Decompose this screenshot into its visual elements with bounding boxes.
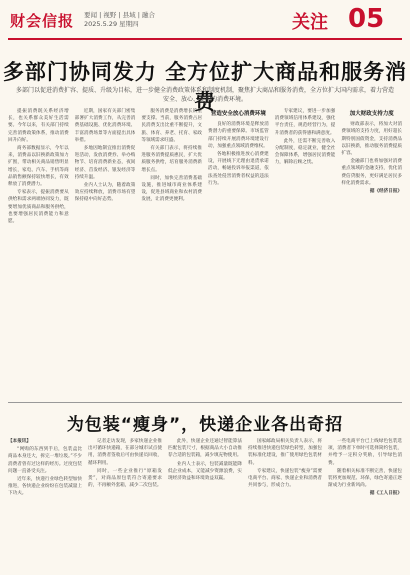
section-subhead: 营造安全放心消费环境: [210, 111, 266, 117]
paragraph: 同时，加快完善消费基础设施，推进城市商业体系建设，促进县域商业和农村消费发展，让消费更便利。: [141, 175, 203, 203]
paragraph: 各地积极推进放心消费建设，开展线下无理由退货承诺活动，畅通投诉举报渠道，依法查处侵害消费者权益的违法行为。: [208, 152, 269, 186]
paragraph: 此外，快递企业还通过智能算法匹配包装尺寸，根据商品大小自动推荐合适的包装箱，减少填充物使用。: [168, 439, 242, 459]
article2-body: [8, 438, 402, 570]
article1-body: [8, 108, 402, 398]
paragraph: 同时，一些企业推行“原箱发货”，对商品原包装符合寄递要求的，不再额外套箱，减少二次包装。: [88, 468, 162, 489]
article1-column-5: [275, 108, 336, 398]
article-lead-tag: 【本报讯】: [8, 439, 31, 444]
masthead-subtitle: [84, 11, 155, 29]
article1-column-4: [208, 108, 269, 398]
paragraph: 国家邮政局相关负责人表示，将持续推进快递包装绿色转型，加强包装标准化建设，推广使用绿色包装材料。: [248, 439, 322, 466]
masthead: [0, 0, 410, 44]
paragraph: 提振消费既关系经济增长，也关系群众美好生活需要。今年以来，有关部门持续完善消费政策体系，推动消费回升向好。: [8, 109, 69, 143]
paragraph: 专家表示，提振消费要从供给和需求两端协同发力，既要增加优质商品和服务供给，也要增强居民消费能力和意愿。: [8, 190, 69, 225]
article2-column-2: [88, 438, 162, 570]
article2-column-3: [168, 438, 242, 570]
paragraph: 良好的消费环境是释放消费潜力的重要保障。市场监管部门持续开展消费环境建设行动，加强重点领域消费维权。: [208, 122, 269, 149]
issue-date: 2025.5.29 星期四: [84, 20, 139, 28]
section-title: 关注: [292, 12, 328, 33]
main-headline: 多部门协同发力 全方位扩大商品和服务消费: [2, 60, 408, 114]
newspaper-logo: 财会信报: [10, 12, 75, 30]
paragraph: 金融部门也将加强对消费重点领域的金融支持，优化消费信贷服务，更好满足居民多样化消费需求。: [341, 159, 403, 186]
section-subhead: 加大财政支持力度: [349, 111, 394, 117]
paragraph: 财政部表示，将加大对消费领域的支持力度，用好超长期特别国债资金，支持消费品以旧换新，推动服务消费提质扩容。: [341, 122, 403, 157]
paragraph: 多地因地制宜推出消费促进活动，发放消费券、举办购物节、培育消费新业态，夜间经济、首发经济、银发经济等持续升温。: [74, 146, 136, 180]
paragraph: 此外，还需不断完善收入分配制度，稳定就业，健全社会保障体系，增强居民消费能力，解除后顾之忧。: [274, 138, 336, 166]
paragraph: 服务消费是消费增长的重要支撑。当前，服务消费占居民消费支出比重不断提升，文旅、体育、养老、托育、家政等领域需求旺盛。: [141, 109, 203, 143]
paragraph: 商务部数据显示，今年以来，消费品以旧换新政策加力扩围，带动相关商品销售明显增长，家电、汽车、手机等商品销售额保持较快增长，有效释放了消费潜力。: [8, 146, 69, 188]
paragraph: 业内人士表示，包装减量既能降低企业成本，又能减少资源浪费，实现经济效益和环境效益双赢。: [168, 461, 242, 482]
article2-column-5: [328, 438, 402, 570]
paragraph: 有关部门表示，将持续推进服务消费提质惠民，扩大优质服务供给，培育服务消费新增长点。: [141, 146, 203, 173]
paragraph: 专家建议，快递包装“瘦身”需要电商平台、商家、快递企业和消费者共同参与，形成合力。: [248, 468, 322, 489]
article-divider: [8, 402, 402, 403]
page-number: 05: [348, 4, 385, 34]
paragraph: 随着相关标准不断完善，快递包装将更加规范、环保，绿色寄递正逐渐成为行业新风尚。: [328, 468, 402, 489]
paragraph: 业内人士认为，随着政策效应持续释放，消费市场有望保持稳中向好态势。: [74, 183, 136, 203]
paragraph: 专家建议，要进一步加强消费领域信用体系建设，强化平台责任，规范经营行为，提升消费者的获得感和满意度。: [274, 109, 336, 136]
article2-column-4: [248, 438, 322, 570]
paragraph: 记者走访发现，多家快递企业推出可循环快递箱，在部分城市试点使用，消费者签收后可由快递员回收，循环利用。: [88, 439, 162, 466]
paragraph: 近年来，快递行业绿色转型加快推进，各快递企业纷纷在包装减量上下功夫。: [8, 477, 82, 497]
paragraph: “网购的东西到手后，包装盒比商品本身还大，拆完一堆垃圾。”不少消费者曾有过这样的经历。过度包装问题一直备受关注。: [8, 447, 82, 474]
paragraph: 一些电商平台已上线绿色包装选项，消费者下单时可选择简约包装，并给予一定积分奖励，引导绿色消费。: [328, 439, 402, 466]
article-source: 据《工人日报》: [369, 491, 402, 497]
article2-column-1: [8, 438, 82, 570]
article1-column-3: [141, 108, 202, 398]
article1-column-1: [8, 108, 69, 398]
article1-column-2: [75, 108, 136, 398]
paragraph: 近期，国家有关部门密集部署扩大消费工作，从完善消费基础设施、优化消费环境、丰富消费场景等方面提出具体举措。: [74, 109, 136, 143]
article-deck: 多部门以促进消费扩容、提质、升级为目标，进一步健全消费政策体系和制度机制，聚焦扩大商品和服务消费，全方位扩大国内需求，着力营造安全、放心、便利的消费环境。: [16, 87, 395, 103]
masthead-rule: [8, 38, 402, 40]
article1-column-6: [341, 108, 402, 398]
article-source: 据《经济日报》: [369, 189, 403, 195]
masthead-sections: 要闻 | 视野 | 县域 | 融合: [84, 11, 155, 19]
second-headline: 为包装“瘦身”，快递企业各出奇招: [66, 415, 344, 435]
